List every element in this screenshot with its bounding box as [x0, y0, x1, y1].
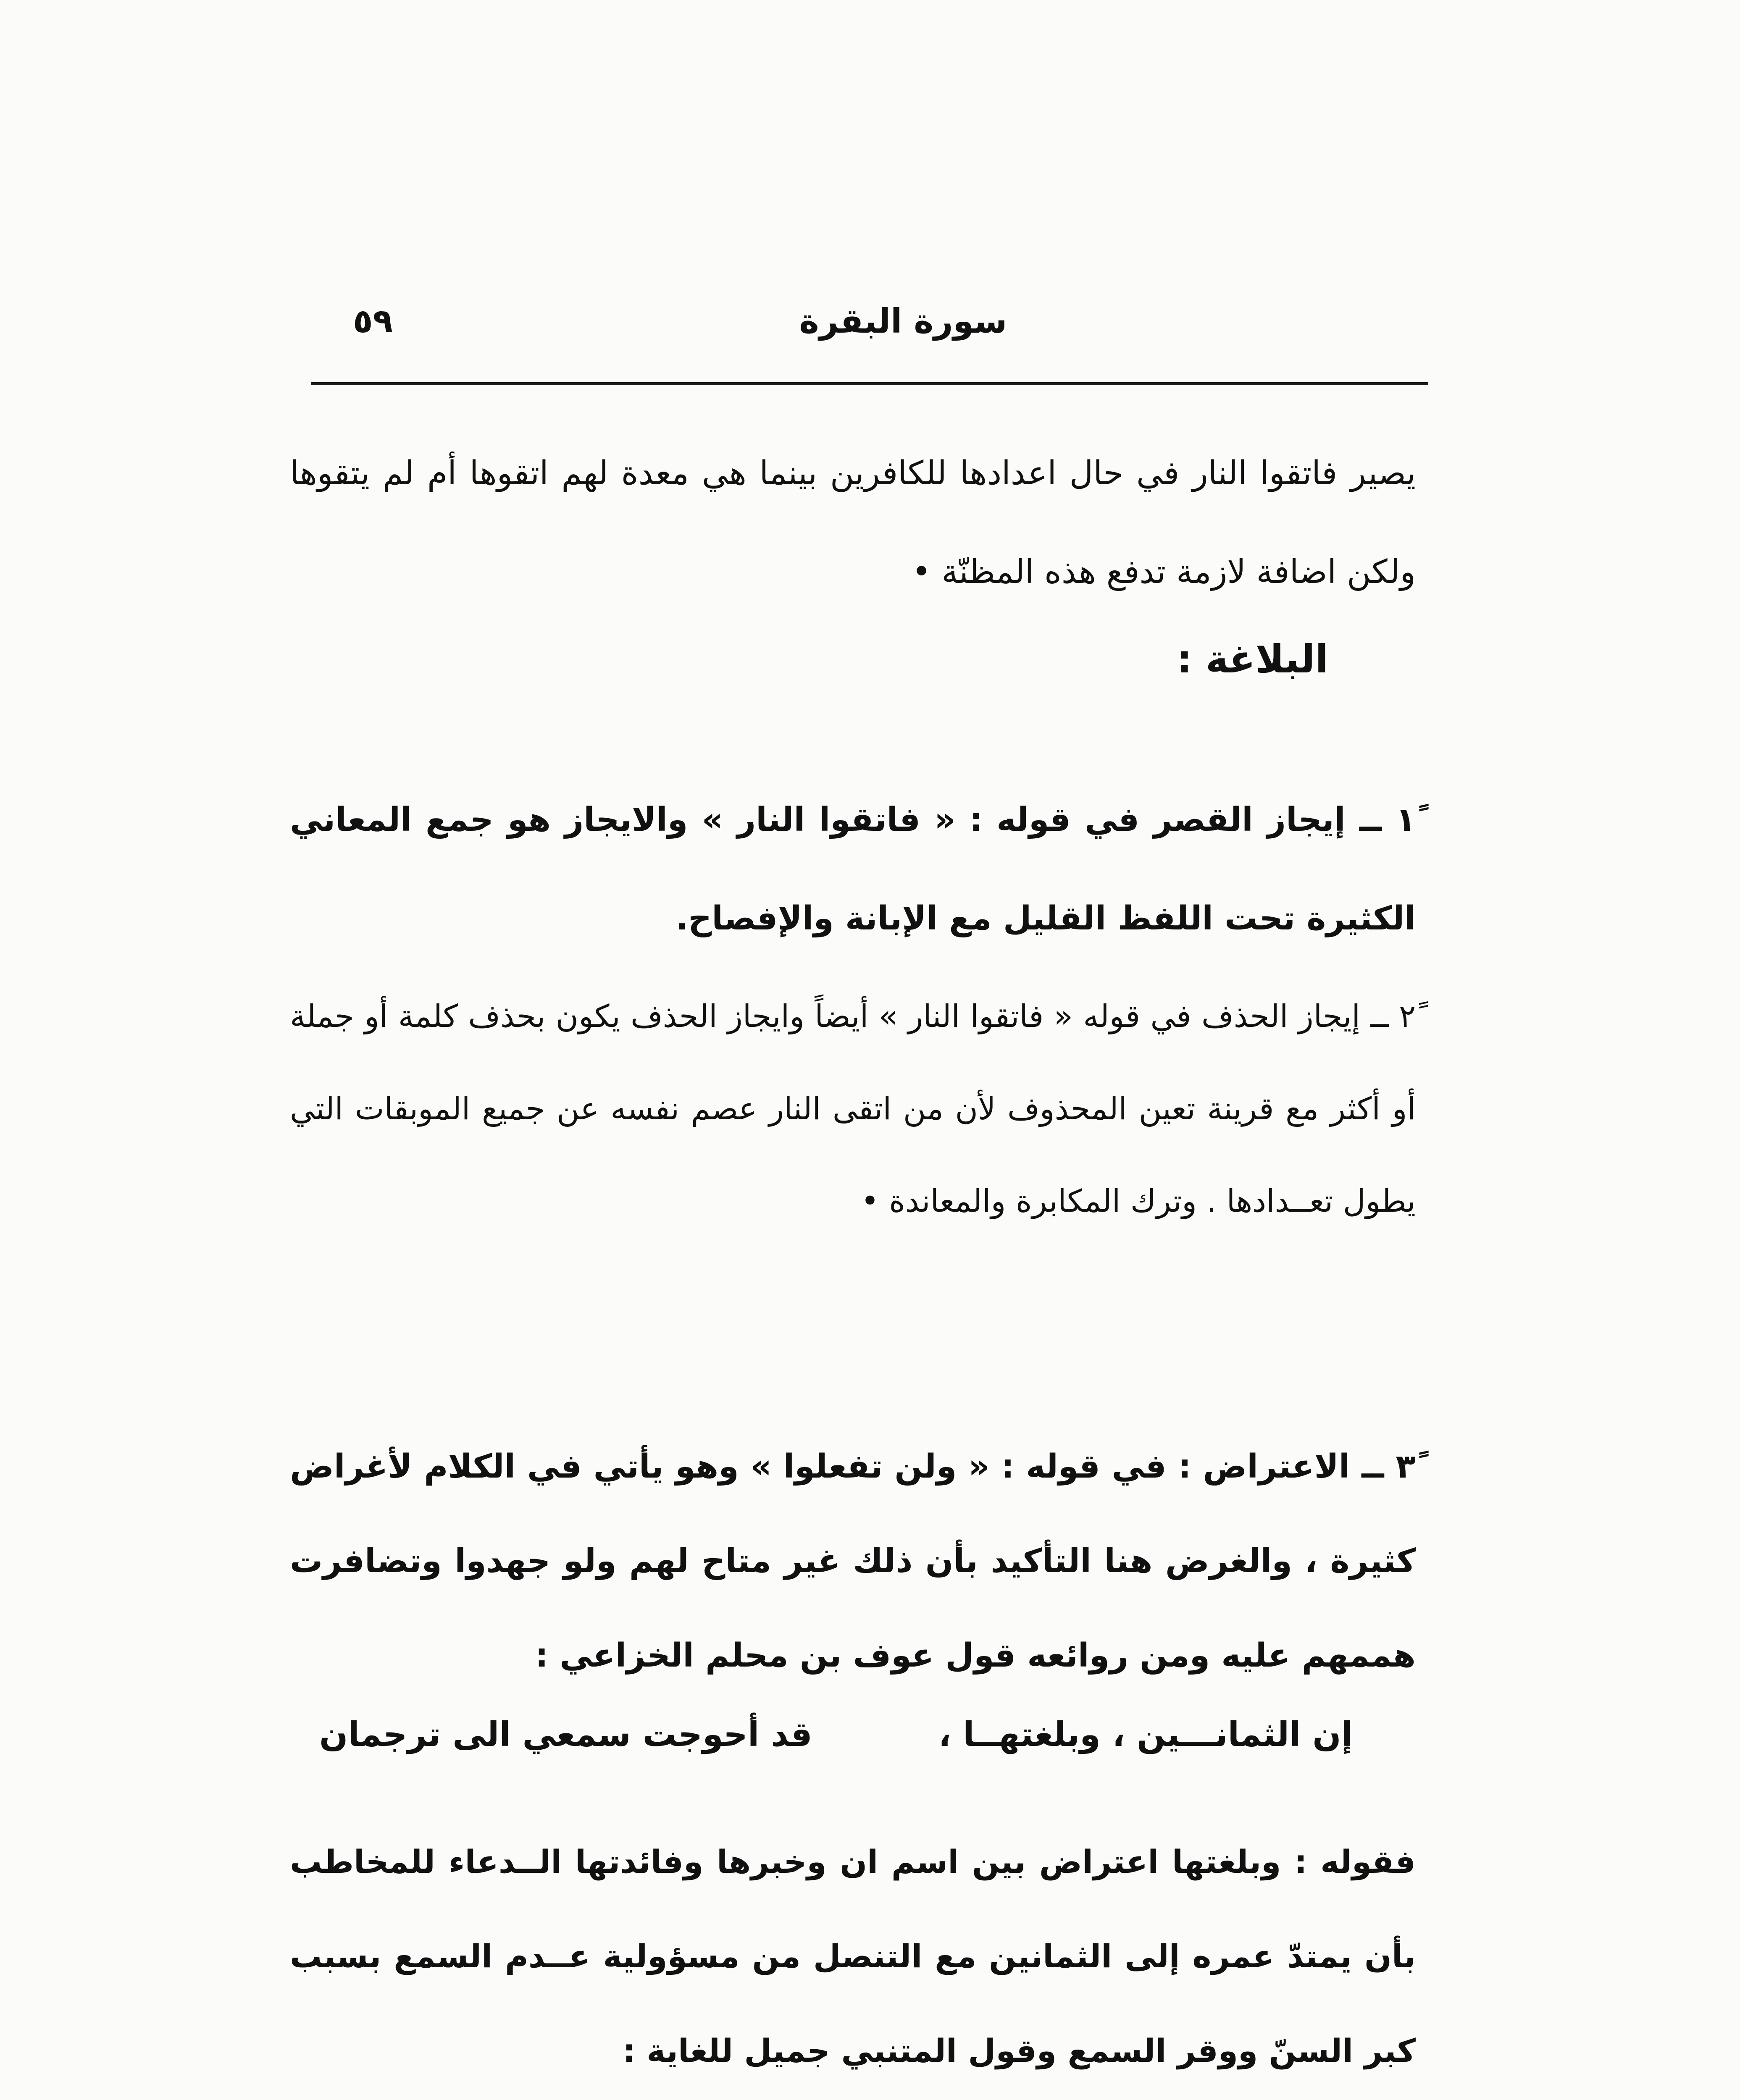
running-title: سورة البقرة [799, 302, 1007, 341]
rhetoric-item-2: ٢ً ــ إيجاز الحذف في قوله « فاتقوا النار » أيضاً وايجاز الحذف يكون بحذف كلمة أو جملة أو أكثر مع قرينة تعين المحذوف لأن من اتقى النار عصم نفسه عن جميع الموبقات التي يطول تعــدادها . وترك المكابرة والمعاندة • [290, 998, 1416, 1219]
page-header [311, 290, 1428, 353]
verse-first-hemistich: إن الثمانـــين ، وبلغتهــا ، [938, 1715, 1353, 1754]
verse-second-hemistich: قد أحوجت سمعي الى ترجمان [319, 1715, 812, 1754]
rhetoric-item-1: ١ً ــ إيجاز القصر في قوله : « فاتقوا النار » والايجاز هو جمع المعاني الكثيرة تحت اللفظ القليل مع الإبانة والإفصاح. [290, 801, 1416, 937]
header-rule [311, 382, 1428, 385]
commentary-paragraph: فقوله : وبلغتها اعتراض بين اسم ان وخبرها وفائدتها الــدعاء للمخاطب بأن يمتدّ عمره إلى الثمانين مع التنصل من مسؤولية عــدم السمع بسبب كبر السنّ ووقر السمع وقول المتنبي جميل للغاية : [290, 1843, 1416, 2069]
intro-paragraph: يصير فاتقوا النار في حال اعدادها للكافرين بينما هي معدة لهم اتقوها أم لم يتقوها ولكن اضافة لازمة تدفع هذه المظنّة • [290, 454, 1416, 591]
section-heading: البلاغة : [1177, 637, 1328, 682]
rhetoric-item-3: ٣ً ــ الاعتراض : في قوله : « ولن تفعلوا » وهو يأتي في الكلام لأغراض كثيرة ، والغرض هنا التأكيد بأن ذلك غير متاح لهم ولو جهدوا وتضافرت هممهم عليه ومن روائعه قول عوف بن محلم الخزاعي : [290, 1448, 1416, 1675]
poetry-verse [319, 1705, 1353, 1764]
page-number: ٥٩ [353, 302, 393, 340]
